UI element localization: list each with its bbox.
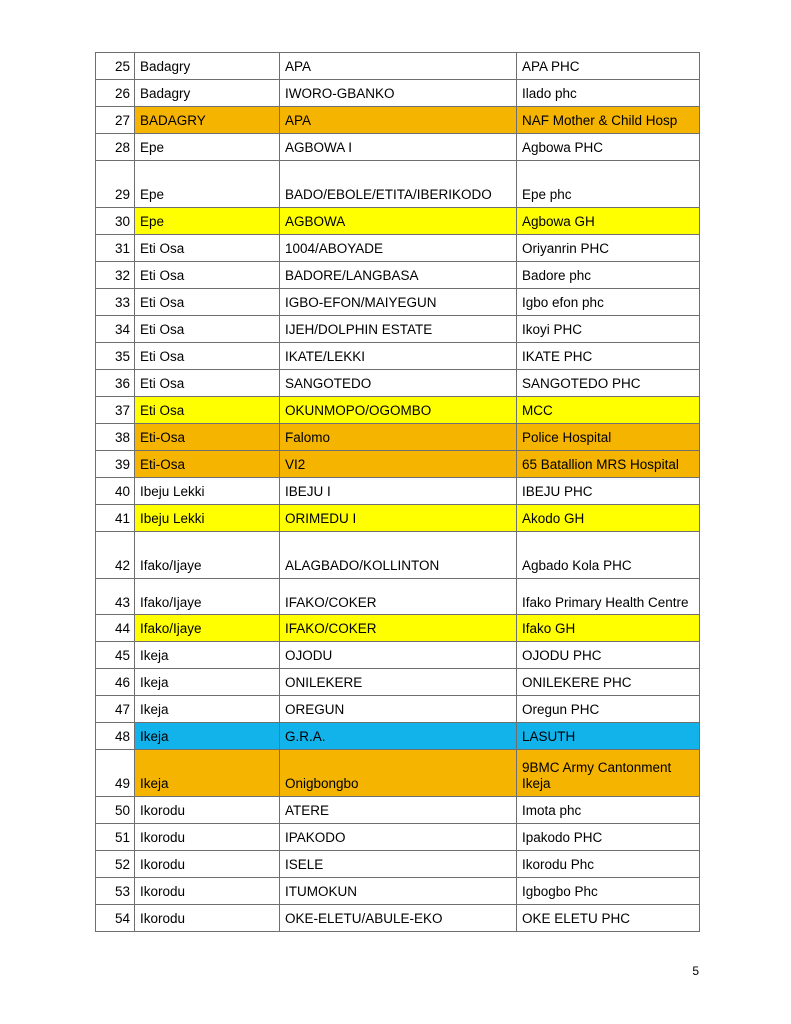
facility-cell: APA PHC xyxy=(517,53,700,80)
ward-cell: Onigbongbo xyxy=(280,750,517,797)
row-number: 47 xyxy=(96,696,135,723)
row-number: 39 xyxy=(96,451,135,478)
table-row xyxy=(96,615,700,642)
row-number: 41 xyxy=(96,505,135,532)
ward-cell: Falomo xyxy=(280,424,517,451)
row-number: 33 xyxy=(96,289,135,316)
ward-cell: 1004/ABOYADE xyxy=(280,235,517,262)
row-number: 27 xyxy=(96,107,135,134)
table-row xyxy=(96,505,700,532)
ward-cell: IWORO-GBANKO xyxy=(280,80,517,107)
facility-cell: IBEJU PHC xyxy=(517,478,700,505)
lga-cell: Eti-Osa xyxy=(135,424,280,451)
lga-cell: Badagry xyxy=(135,80,280,107)
lga-cell: Badagry xyxy=(135,53,280,80)
lga-cell: Eti Osa xyxy=(135,316,280,343)
facility-cell: Igbo efon phc xyxy=(517,289,700,316)
ward-cell: ITUMOKUN xyxy=(280,878,517,905)
table-row xyxy=(96,824,700,851)
row-number: 26 xyxy=(96,80,135,107)
table-row xyxy=(96,289,700,316)
lga-cell: BADAGRY xyxy=(135,107,280,134)
row-number: 48 xyxy=(96,723,135,750)
ward-cell: IGBO-EFON/MAIYEGUN xyxy=(280,289,517,316)
row-number: 51 xyxy=(96,824,135,851)
facility-cell: ONILEKERE PHC xyxy=(517,669,700,696)
ward-cell: IPAKODO xyxy=(280,824,517,851)
lga-cell: Ikeja xyxy=(135,723,280,750)
facility-cell: IKATE PHC xyxy=(517,343,700,370)
facility-cell: Ikorodu Phc xyxy=(517,851,700,878)
ward-cell: APA xyxy=(280,107,517,134)
row-number: 36 xyxy=(96,370,135,397)
row-number: 54 xyxy=(96,905,135,932)
facility-cell: Oregun PHC xyxy=(517,696,700,723)
table-row xyxy=(96,80,700,107)
row-number: 43 xyxy=(96,579,135,615)
lga-cell: Ibeju Lekki xyxy=(135,505,280,532)
facility-cell: OJODU PHC xyxy=(517,642,700,669)
ward-cell: ONILEKERE xyxy=(280,669,517,696)
ward-cell: APA xyxy=(280,53,517,80)
row-number: 44 xyxy=(96,615,135,642)
ward-cell: IKATE/LEKKI xyxy=(280,343,517,370)
facility-cell: Oriyanrin PHC xyxy=(517,235,700,262)
row-number: 42 xyxy=(96,532,135,579)
row-number: 40 xyxy=(96,478,135,505)
ward-cell: AGBOWA I xyxy=(280,134,517,161)
ward-cell: BADO/EBOLE/ETITA/IBERIKODO xyxy=(280,161,517,208)
row-number: 50 xyxy=(96,797,135,824)
facility-cell: Ipakodo PHC xyxy=(517,824,700,851)
row-number: 35 xyxy=(96,343,135,370)
ward-cell: ATERE xyxy=(280,797,517,824)
lga-cell: Eti Osa xyxy=(135,289,280,316)
ward-cell: ORIMEDU I xyxy=(280,505,517,532)
ward-cell: IBEJU I xyxy=(280,478,517,505)
table-row xyxy=(96,397,700,424)
row-number: 37 xyxy=(96,397,135,424)
lga-cell: Ikeja xyxy=(135,642,280,669)
table-row xyxy=(96,532,700,579)
table-row xyxy=(96,797,700,824)
lga-cell: Eti-Osa xyxy=(135,451,280,478)
lga-cell: Eti Osa xyxy=(135,370,280,397)
table-row xyxy=(96,53,700,80)
lga-cell: Epe xyxy=(135,161,280,208)
table-row xyxy=(96,451,700,478)
ward-cell: VI2 xyxy=(280,451,517,478)
facility-cell: Agbowa GH xyxy=(517,208,700,235)
table-row xyxy=(96,370,700,397)
row-number: 34 xyxy=(96,316,135,343)
row-number: 38 xyxy=(96,424,135,451)
ward-cell: ALAGBADO/KOLLINTON xyxy=(280,532,517,579)
facility-cell: LASUTH xyxy=(517,723,700,750)
facility-cell: Agbowa PHC xyxy=(517,134,700,161)
table-row xyxy=(96,579,700,615)
ward-cell: BADORE/LANGBASA xyxy=(280,262,517,289)
table-row xyxy=(96,134,700,161)
ward-cell: OKUNMOPO/OGOMBO xyxy=(280,397,517,424)
facility-cell: 9BMC Army Cantonment Ikeja xyxy=(517,750,700,797)
table-row xyxy=(96,723,700,750)
table-row xyxy=(96,478,700,505)
facility-cell: Ifako Primary Health Centre xyxy=(517,579,700,615)
row-number: 25 xyxy=(96,53,135,80)
lga-cell: Ikorodu xyxy=(135,851,280,878)
lga-cell: Ikeja xyxy=(135,696,280,723)
table-row xyxy=(96,905,700,932)
lga-cell: Eti Osa xyxy=(135,343,280,370)
table-row xyxy=(96,208,700,235)
lga-cell: Ikorodu xyxy=(135,824,280,851)
lga-cell: Ibeju Lekki xyxy=(135,478,280,505)
lga-cell: Eti Osa xyxy=(135,397,280,424)
row-number: 31 xyxy=(96,235,135,262)
facility-cell: Akodo GH xyxy=(517,505,700,532)
ward-cell: SANGOTEDO xyxy=(280,370,517,397)
table-row xyxy=(96,161,700,208)
page-number: 5 xyxy=(692,964,699,978)
row-number: 28 xyxy=(96,134,135,161)
row-number: 46 xyxy=(96,669,135,696)
row-number: 49 xyxy=(96,750,135,797)
table-row xyxy=(96,878,700,905)
lga-cell: Ikorodu xyxy=(135,905,280,932)
facility-cell: Agbado Kola PHC xyxy=(517,532,700,579)
row-number: 45 xyxy=(96,642,135,669)
table-row xyxy=(96,316,700,343)
row-number: 30 xyxy=(96,208,135,235)
ward-cell: ISELE xyxy=(280,851,517,878)
facility-cell: OKE ELETU PHC xyxy=(517,905,700,932)
table-row xyxy=(96,696,700,723)
table-row xyxy=(96,750,700,797)
ward-cell: OREGUN xyxy=(280,696,517,723)
table-row xyxy=(96,642,700,669)
facility-cell: Igbogbo Phc xyxy=(517,878,700,905)
table-row xyxy=(96,235,700,262)
ward-cell: G.R.A. xyxy=(280,723,517,750)
row-number: 53 xyxy=(96,878,135,905)
ward-cell: IJEH/DOLPHIN ESTATE xyxy=(280,316,517,343)
row-number: 52 xyxy=(96,851,135,878)
lga-cell: Epe xyxy=(135,208,280,235)
facility-cell: Police Hospital xyxy=(517,424,700,451)
facility-cell: MCC xyxy=(517,397,700,424)
ward-cell: OJODU xyxy=(280,642,517,669)
lga-cell: Ikorodu xyxy=(135,797,280,824)
lga-cell: Epe xyxy=(135,134,280,161)
ward-cell: OKE-ELETU/ABULE-EKO xyxy=(280,905,517,932)
table-row xyxy=(96,107,700,134)
facility-cell: Ilado phc xyxy=(517,80,700,107)
lga-cell: Ikorodu xyxy=(135,878,280,905)
facility-cell: Badore phc xyxy=(517,262,700,289)
lga-cell: Ikeja xyxy=(135,669,280,696)
facility-cell: SANGOTEDO PHC xyxy=(517,370,700,397)
lga-cell: Ifako/Ijaye xyxy=(135,615,280,642)
ward-cell: IFAKO/COKER xyxy=(280,615,517,642)
lga-cell: Eti Osa xyxy=(135,235,280,262)
lga-cell: Ikeja xyxy=(135,750,280,797)
lga-cell: Eti Osa xyxy=(135,262,280,289)
lga-cell: Ifako/Ijaye xyxy=(135,579,280,615)
row-number: 32 xyxy=(96,262,135,289)
lga-cell: Ifako/Ijaye xyxy=(135,532,280,579)
ward-cell: IFAKO/COKER xyxy=(280,579,517,615)
table-row xyxy=(96,343,700,370)
facility-cell: Ikoyi PHC xyxy=(517,316,700,343)
table-row xyxy=(96,669,700,696)
ward-cell: AGBOWA xyxy=(280,208,517,235)
facility-table xyxy=(95,52,700,932)
facility-cell: NAF Mother & Child Hosp xyxy=(517,107,700,134)
facility-cell: Imota phc xyxy=(517,797,700,824)
facility-cell: Ifako GH xyxy=(517,615,700,642)
table-row xyxy=(96,851,700,878)
table-row xyxy=(96,262,700,289)
facility-cell: 65 Batallion MRS Hospital xyxy=(517,451,700,478)
row-number: 29 xyxy=(96,161,135,208)
table-row xyxy=(96,424,700,451)
facility-cell: Epe phc xyxy=(517,161,700,208)
